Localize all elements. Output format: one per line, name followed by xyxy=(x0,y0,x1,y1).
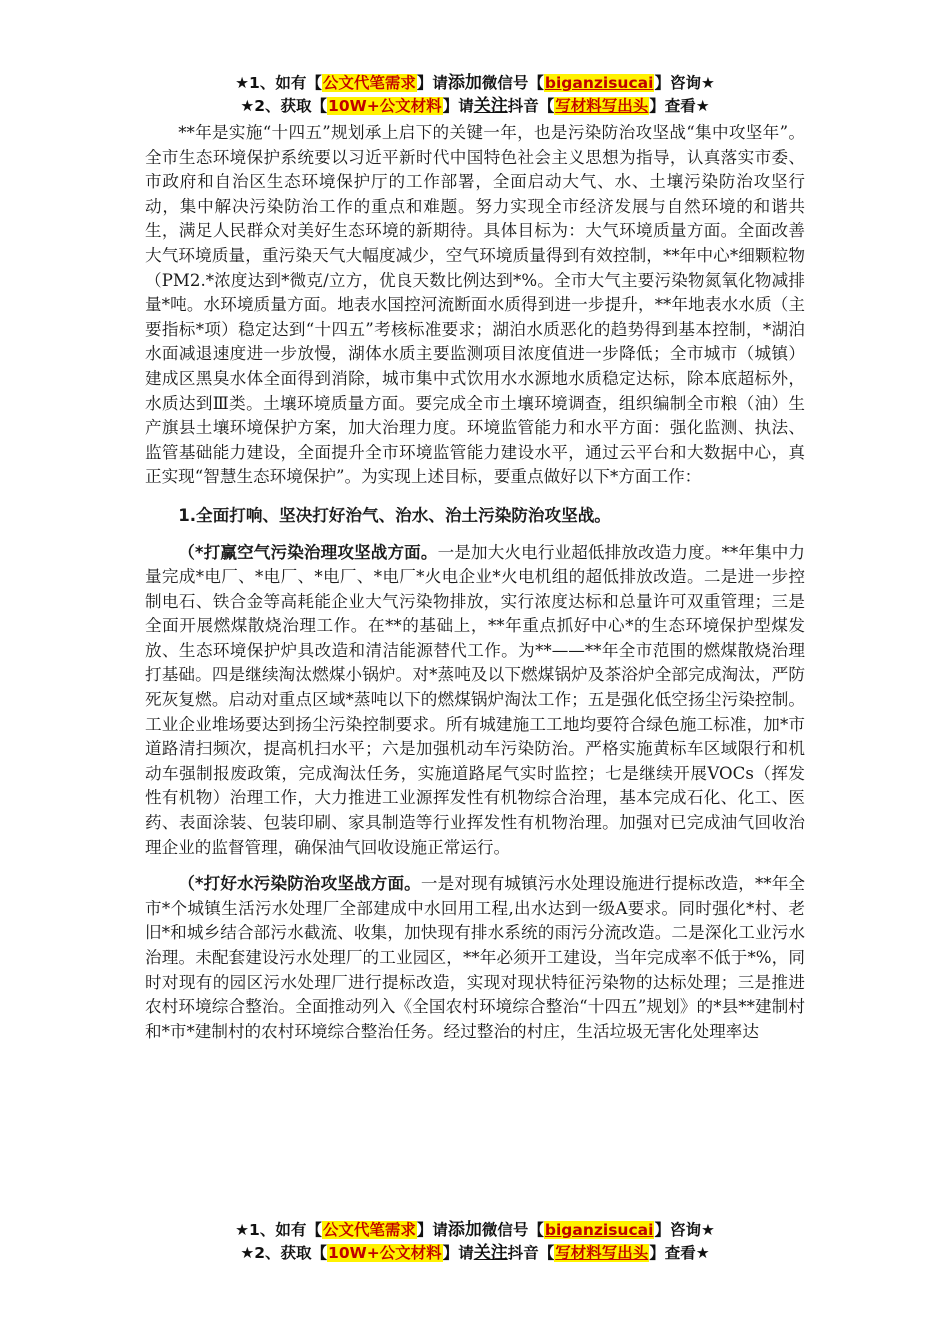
wechat-id-link[interactable]: biganzisucai xyxy=(544,1221,654,1239)
banner-line-2: ★2、获取【10W+公文材料】请关注抖音【写材料写出头】查看★ xyxy=(240,96,710,116)
water-pollution-paragraph: （*打好水污染防治攻坚战方面。一是对现有城镇污水处理设施进行提标改造，**年全市*个城镇生活污水处理厂全部建成中水回用工程,出水达到一级A要求。同时强化*村、老旧*和城乡结合部污水截流、收集，加快现有排水系统的雨污分流改造。二是深化工业污水治理。未配套建设污水处理厂的工业园区，**年必须开工建设，当年完成率不低于*%，同时对现有的园区污水处理厂进行提标改造，实现对现状特征污染物的达标处理；三是推进农村环境综合整治。全面推动列入《全国农村环境综合整治“十四五”规划》的*县**建制村和*市*建制村的农村环境综合整治任务。经过整治的村庄，生活垃圾无害化处理率达 xyxy=(145,874,806,1041)
section-heading: 1.全面打响、坚决打好治气、治水、治土污染防治攻坚战。 xyxy=(178,505,611,525)
highlight-materials: 10W+公文材料 xyxy=(328,97,442,115)
banner-line-1: ★1、如有【公文代笔需求】请添加微信号【biganzisucai】咨询★ xyxy=(235,1220,715,1240)
highlight-service: 公文代笔需求 xyxy=(322,1221,416,1239)
douyin-account-link[interactable]: 写材料写出头 xyxy=(555,1244,649,1262)
banner-line-2: ★2、获取【10W+公文材料】请关注抖音【写材料写出头】查看★ xyxy=(240,1243,710,1263)
intro-paragraph: **年是实施“十四五”规划承上启下的关键一年，也是污染防治攻坚战“集中攻坚年”。全市生态环境保护系统要以习近平新时代中国特色社会主义思想为指导，认真落实市委、市政府和自治区生态环境保护厅的工作部署，全面启动大气、水、土壤污染防治攻坚行动，集中解决污染防治工作的重点和难题。努力实现全市经济发展与自然环境的和谐共生，满足人民群众对美好生态环境的新期待。具体目标为：大气环境质量方面。全面改善大气环境质量，重污染天气大幅度减少，空气环境质量得到有效控制，**年中心*细颗粒物（PM2.*浓度达到*微克/立方，优良天数比例达到*%。全市大气主要污染物氮氧化物减排量*吨。水环境质量方面。地表水国控河流断面水质得到进一步提升，**年地表水水质（主要指标*项）稳定达到“十四五”考核标准要求；湖泊水质恶化的趋势得到基本控制，*湖泊水面减退速度进一步放慢，湖体水质主要监测项目浓度值进一步降低；全市城市（城镇）建成区黑臭水体全面得到消除，城市集中式饮用水水源地水质稳定达标，除本底超标外，水质达到Ⅲ类。土壤环境质量方面。要完成全市土壤环境调查，组织编制全市粮（油）生产旗县土壤环境保护方案，加大治理力度。环境监管能力和水平方面：强化监测、执法、监管基础能力建设，全面提升全市环境监管能力建设水平，通过云平台和大数据中心，真正实现“智慧生态环境保护”。为实现上述目标，要重点做好以下*方面工作： xyxy=(145,123,805,487)
document-body xyxy=(145,121,805,1044)
wechat-id-link[interactable]: biganzisucai xyxy=(544,74,654,92)
top-banner xyxy=(0,72,950,118)
bottom-banner xyxy=(0,1219,950,1265)
highlight-materials: 10W+公文材料 xyxy=(328,1244,442,1262)
air-pollution-lead: （*打赢空气污染治理攻坚战方面。 xyxy=(178,542,438,562)
douyin-account-link[interactable]: 写材料写出头 xyxy=(555,97,649,115)
water-pollution-lead: （*打好水污染防治攻坚战方面。 xyxy=(178,874,421,894)
highlight-service: 公文代笔需求 xyxy=(322,74,416,92)
air-pollution-paragraph: （*打赢空气污染治理攻坚战方面。一是加大火电行业超低排放改造力度。**年集中力量完成*电厂、*电厂、*电厂、*电厂*火电企业*火电机组的超低排放改造。二是进一步控制电石、铁合金等高耗能企业大气污染物排放，实行浓度达标和总量许可双重管理；三是全面开展燃煤散烧治理工作。在**的基础上，**年重点抓好中心*的生态环境保护型煤发放、生态环境保护炉具改造和清洁能源替代工作。为**——**年全市范围的燃煤散烧治理打基础。四是继续淘汰燃煤小锅炉。对*蒸吨及以下燃煤锅炉及茶浴炉全部完成淘汰，严防死灰复燃。启动对重点区域*蒸吨以下的燃煤锅炉淘汰工作；五是强化低空扬尘污染控制。工业企业堆场要达到扬尘污染控制要求。所有城建施工工地均要符合绿色施工标准，加*市道路清扫频次，提高机扫水平；六是加强机动车污染防治。严格实施黄标车区域限行和机动车强制报废政策，完成淘汰任务，实施道路尾气实时监控；七是继续开展VOCs（挥发性有机物）治理工作，大力推进工业源挥发性有机物综合治理，基本完成石化、化工、医药、表面涂装、包装印刷、家具制造等行业挥发性有机物治理。加强对已完成油气回收治理企业的监督管理，确保油气回收设施正常运行。 xyxy=(145,542,805,857)
banner-line-1: ★1、如有【公文代笔需求】请添加微信号【biganzisucai】咨询★ xyxy=(235,73,715,93)
